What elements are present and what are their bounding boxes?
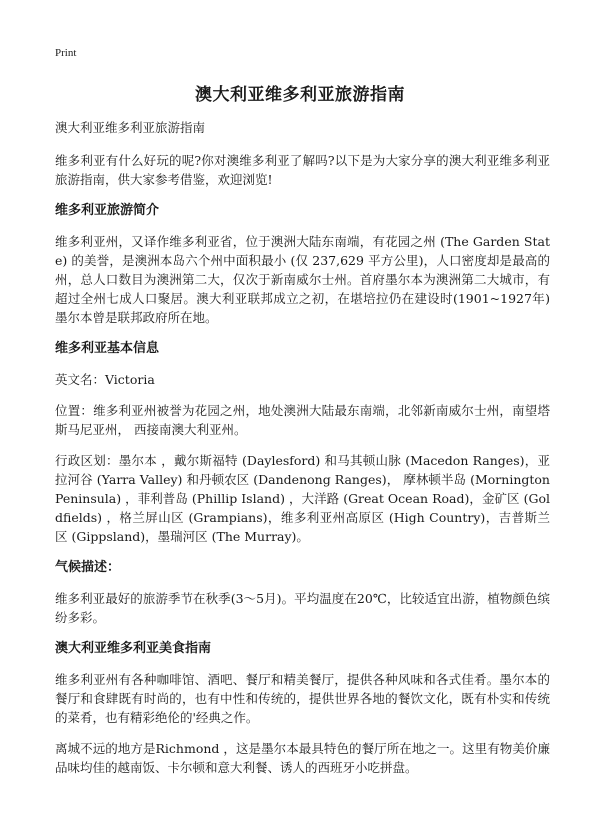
basic-info-heading: 维多利亚基本信息 xyxy=(55,341,160,356)
climate-heading: 气候描述： xyxy=(55,560,121,575)
location-paragraph: 位置：维多利亚州被誉为花园之州，地处澳洲大陆最东南端，北邻新南威尔士州，南望塔斯马尼亚州， 西接南澳大利亚州。 xyxy=(55,403,550,437)
overview-heading: 维多利亚旅游简介 xyxy=(55,203,160,218)
districts-paragraph: 行政区划：墨尔本 ，戴尔斯福特 (Daylesford) 和马其顿山脉 (Macedon Ranges)，亚拉河谷 (Yarra Valley) 和丹顿农区 (Dandenong Ranges)， 摩林顿半岛 (Mornington Peninsula) ，菲利普岛 (Phillip Island) ，大洋路 (Great Ocean Road)，金矿区 (Goldfields) ，格兰屏山区 (Grampians)，维多利亚州高原区 (High Country)，吉普斯兰区 (Gippsland)，墨瑞河区 (The Murray)。 xyxy=(55,453,550,544)
food-paragraph-1: 维多利亚州有各种咖啡馆、酒吧、餐厅和精美餐厅，提供各种风味和各式佳肴。墨尔本的餐厅和食肆既有时尚的，也有中性和传统的，提供世界各地的餐饮文化，既有朴实和传统的菜肴，也有精彩绝伦的'经典之作。 xyxy=(55,672,550,725)
food-heading: 澳大利亚维多利亚美食指南 xyxy=(55,641,212,656)
overview-paragraph: 维多利亚州，又译作维多利亚省，位于澳洲大陆东南端，有花园之州 (The Garden State) 的美誉，是澳洲本岛六个州中面积最小 (仅 237,629 平方公里)，人口密度却是最高的州，总人口数目为澳洲第二大，仅次于新南威尔士州。首府墨尔本为澳洲第二大城市，有超过全州七成人口聚居。澳大利亚联邦成立之初，在堪培拉仍在建设时(1901~1927年)墨尔本曾是联邦政府所在地。 xyxy=(55,234,550,325)
page-title: 澳大利亚维多利亚旅游指南 xyxy=(195,85,405,105)
article-body xyxy=(55,118,550,789)
article-subtitle: 澳大利亚维多利亚旅游指南 xyxy=(55,120,206,135)
intro-paragraph: 维多利亚有什么好玩的呢?你对澳维多利亚了解吗?以下是为大家分享的澳大利亚维多利亚旅游指南，供大家参考借鉴，欢迎浏览! xyxy=(55,153,550,187)
print-link[interactable]: Print xyxy=(55,47,77,59)
food-paragraph-2: 离城不远的地方是Richmond ，这是墨尔本最具特色的餐厅所在地之一。这里有物美价廉品味均佳的越南饭、卡尔顿和意大利餐、诱人的西班牙小吃拼盘。 xyxy=(55,741,550,775)
english-name-paragraph: 英文名：Victoria xyxy=(55,372,155,387)
climate-paragraph: 维多利亚最好的旅游季节在秋季(3～5月)。平均温度在20℃，比较适宜出游，植物颜色缤纷多彩。 xyxy=(55,591,550,625)
